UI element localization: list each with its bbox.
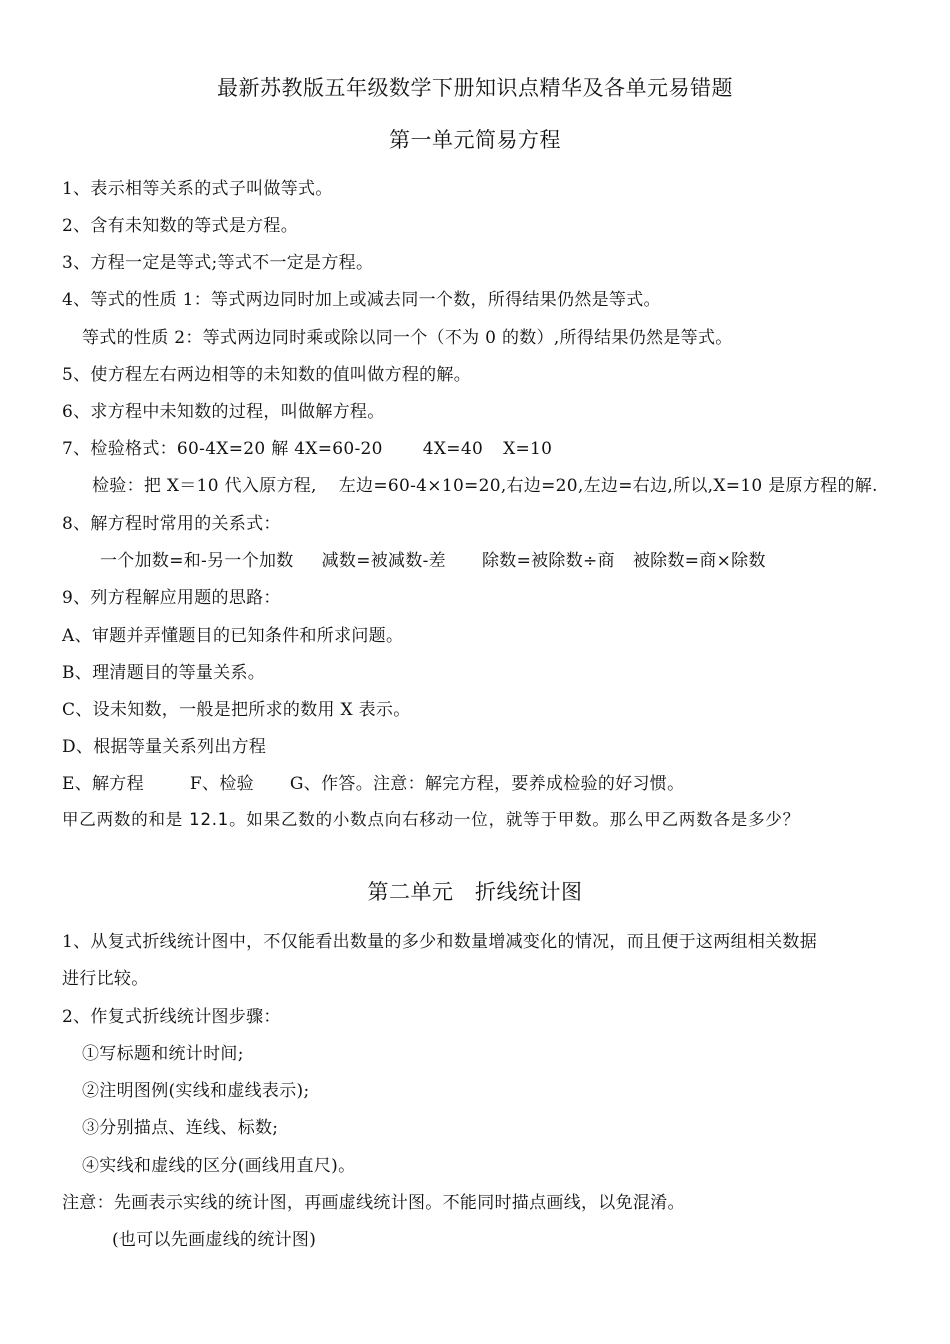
unit1-point-2: 2、含有未知数的等式是方程。: [62, 216, 299, 236]
check-line-b: 左边=60-4×10=20,右边=20,左边=右边,所以,X=10 是原方程的解.: [338, 476, 878, 496]
relation-1: 一个加数=和-另一个加数: [100, 551, 294, 571]
unit2-point-1-cont: 进行比较。: [62, 969, 149, 989]
chart-step-1: ①写标题和统计时间;: [82, 1044, 244, 1064]
relation-2: 减数=被减数-差: [321, 551, 446, 571]
unit1-heading: 第一单元简易方程: [389, 128, 561, 152]
check-format-step3: X=10: [503, 439, 553, 459]
unit1-point-7: [62, 434, 552, 459]
chart-step-4: ④实线和虚线的区分(画线用直尺)。: [82, 1156, 356, 1176]
unit1-practice-problem: 甲乙两数的和是 12.1。如果乙数的小数点向右移动一位，就等于甲数。那么甲乙两数各是多少？: [62, 810, 800, 829]
relations-row: [100, 546, 766, 571]
step-c: C、设未知数，一般是把所求的数用 X 表示。: [62, 700, 411, 720]
step-e: E、解方程: [62, 774, 144, 794]
step-efg: [62, 769, 684, 794]
unit1-point-8: 8、解方程时常用的关系式：: [62, 514, 281, 534]
relation-3: 除数=被除数÷商: [481, 551, 615, 571]
unit2-note: 注意：先画表示实线的统计图，再画虚线统计图。不能同时描点画线，以免混淆。: [62, 1193, 685, 1213]
unit1-check-line: [92, 471, 878, 496]
chart-step-3: ③分别描点、连线、标数;: [82, 1118, 279, 1138]
unit2-point-2: 2、作复式折线统计图步骤：: [62, 1007, 281, 1027]
check-line-a: 检验：把 X＝10 代入原方程,: [92, 476, 317, 496]
step-d: D、根据等量关系列出方程: [62, 737, 267, 757]
unit1-point-4-property2: 等式的性质 2：等式两边同时乘或除以同一个（不为 0 的数）,所得结果仍然是等式。: [82, 328, 733, 348]
unit2-heading: 第二单元 折线统计图: [367, 880, 583, 904]
unit1-point-4: 4、等式的性质 1：等式两边同时加上或减去同一个数，所得结果仍然是等式。: [62, 290, 661, 310]
unit2-note-2: (也可以先画虚线的统计图): [112, 1230, 317, 1250]
chart-step-2: ②注明图例(实线和虚线表示);: [82, 1081, 310, 1101]
unit2-point-1: 1、从复式折线统计图中，不仅能看出数量的多少和数量增减变化的情况，而且便于这两组相关数据: [62, 932, 818, 952]
step-b: B、理清题目的等量关系。: [62, 663, 266, 683]
document-title: 最新苏教版五年级数学下册知识点精华及各单元易错题: [217, 76, 733, 100]
unit1-point-5: 5、使方程左右两边相等的未知数的值叫做方程的解。: [62, 365, 472, 385]
unit1-point-3: 3、方程一定是等式;等式不一定是方程。: [62, 253, 374, 273]
step-f: F、检验: [189, 774, 254, 794]
unit1-point-1: 1、表示相等关系的式子叫做等式。: [62, 179, 333, 199]
check-format-label: 7、检验格式：60-4X=20 解 4X=60-20: [62, 439, 383, 459]
relation-4: 被除数=商×除数: [632, 551, 766, 571]
step-a: A、审题并弄懂题目的已知条件和所求问题。: [62, 626, 404, 646]
unit1-point-9: 9、列方程解应用题的思路：: [62, 588, 281, 608]
check-format-step2: 4X=40: [422, 439, 484, 459]
unit1-point-6: 6、求方程中未知数的过程，叫做解方程。: [62, 402, 385, 422]
step-g: G、作答。注意：解完方程，要养成检验的好习惯。: [289, 774, 685, 794]
